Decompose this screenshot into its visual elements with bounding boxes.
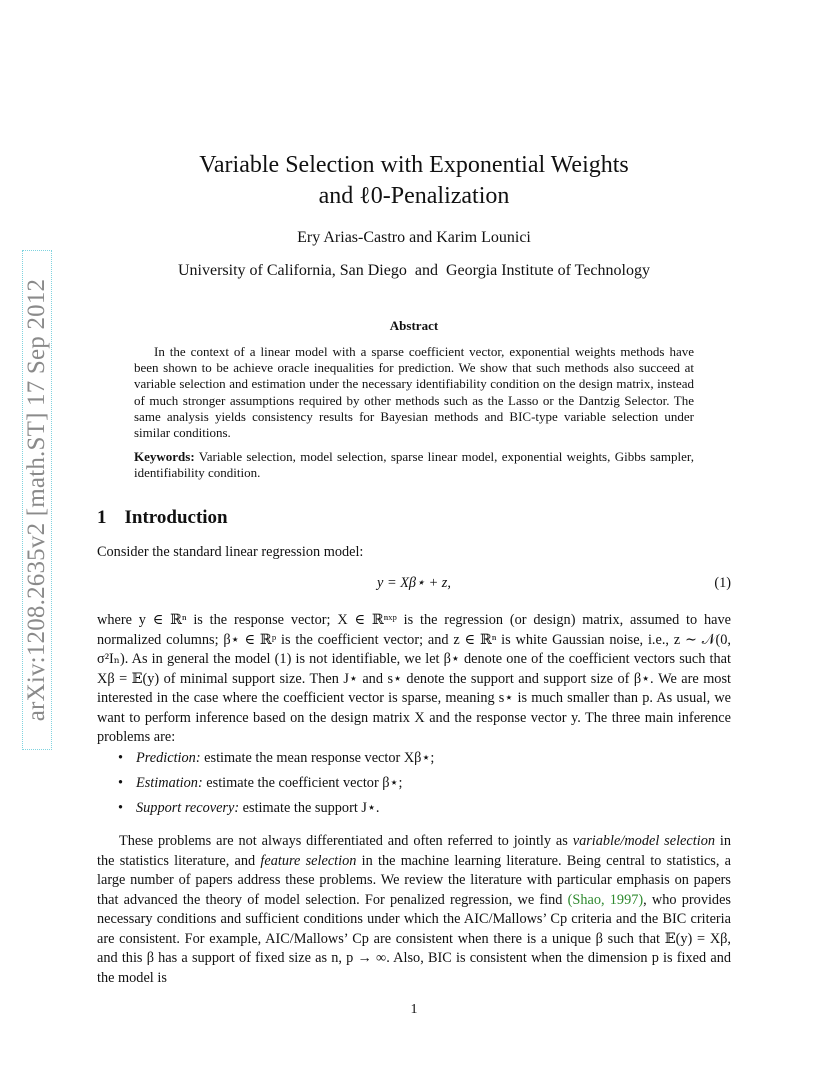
section-number: 1 [97, 507, 107, 528]
equation-body: y = Xβ⋆ + z, [377, 575, 451, 591]
arxiv-stamp-text: arXiv:1208.2635v2 [math.ST] 17 Sep 2012 [23, 278, 50, 722]
affiliation-and: and [414, 262, 438, 279]
keywords-label: Keywords: [134, 449, 195, 464]
paragraph-text: , who provides necessary conditions and sufficient conditions under which the AIC/Mallows’ Cp criteria and the BIC criteria are consistent. For example, AIC/Mallows’ Cp are consistent when there is a unique β such that 𝔼(y) = Xβ, and this β has a support of fixed size as n, p → ∞. Also, BIC is consistent when the dimension p is fixed and the model is [97, 891, 731, 986]
list-item [118, 774, 728, 799]
equation-1 [97, 575, 731, 597]
bullet-text: estimate the support J⋆. [239, 800, 380, 816]
keywords-text: Variable selection, model selection, sparse linear model, exponential weights, Gibbs sampler, identifiability condition. [134, 449, 694, 481]
paragraph-text: in the statistics literature, and [97, 833, 732, 869]
section-title: Introduction [124, 507, 228, 528]
citation-link-shao-1997[interactable]: (Shao, 1997) [567, 891, 644, 908]
authors: Ery Arias-Castro and Karim Lounici [297, 229, 531, 246]
list-item [118, 749, 728, 774]
affiliation-georgia-tech: Georgia Institute of Technology [445, 262, 650, 279]
list-item [118, 799, 728, 824]
keywords [134, 449, 694, 481]
emphasis-term: variable/model selection [572, 833, 715, 849]
section-heading [97, 507, 228, 529]
page-number: 1 [410, 1002, 418, 1017]
bullet-text: estimate the mean response vector Xβ⋆; [200, 750, 435, 766]
paragraph-text: These problems are not always differentiated and often referred to jointly as [119, 833, 573, 849]
affiliations [0, 262, 828, 280]
bullet-icon: • [118, 775, 124, 791]
abstract-heading: Abstract [389, 318, 439, 333]
bullet-label: Support recovery: [136, 800, 240, 816]
bullet-text: estimate the coefficient vector β⋆; [202, 775, 403, 791]
bullet-label: Estimation: [136, 775, 203, 791]
paragraph-literature-review [97, 832, 731, 988]
inference-problems-list [118, 749, 728, 824]
paper-title [0, 150, 828, 212]
affiliation-ucsd: University of California, San Diego [178, 262, 407, 279]
bullet-icon: • [118, 750, 124, 766]
paragraph-model-description: where y ∈ ℝⁿ is the response vector; X ∈ ℝⁿˣᵖ is the regression (or design) matrix, assumed to have normalized columns; β⋆ ∈ ℝᵖ is the coefficient vector; and z ∈ ℝⁿ is white Gaussian noise, i.e., z ∼ 𝒩(0, σ²Iₙ). As in general the model (1) is not identifiable, we let β⋆ denote one of the coefficient vectors such that Xβ = 𝔼(y) of minimal support size. Then J⋆ and s⋆ denote the support and support size of β⋆. We are most interested in the case where the coefficient vector is sparse, meaning s⋆ is much smaller than p. As usual, we want to perform inference based on the design matrix X and the response vector y. The three main inference problems are: [97, 612, 731, 745]
title-line-1: Variable Selection with Exponential Weights [199, 152, 629, 178]
equation-number: (1) [714, 575, 731, 591]
intro-sentence: Consider the standard linear regression model: [97, 544, 364, 560]
bullet-icon: • [118, 800, 124, 816]
bullet-label: Prediction: [136, 750, 201, 766]
emphasis-term: feature selection [260, 852, 357, 869]
abstract-text: In the context of a linear model with a sparse coefficient vector, exponential weights methods have been shown to be achieve oracle inequalities for prediction. We show that such methods also succeed at variable selection and estimation under the necessary identifiability condition on the design matrix, instead of much stronger assumptions required by other methods such as the Lasso or the Dantzig Selector. The same analysis yields consistency results for Bayesian methods and BIC-type variable selection under similar conditions. [134, 344, 694, 441]
title-line-2: and ℓ0-Penalization [318, 183, 510, 209]
paragraph-text: in the machine learning literature. Being central to statistics, a large number of papers address these problems. We review the literature with particular emphasis on papers that advanced the theory of model selection. For penalized regression, we find [97, 852, 732, 908]
